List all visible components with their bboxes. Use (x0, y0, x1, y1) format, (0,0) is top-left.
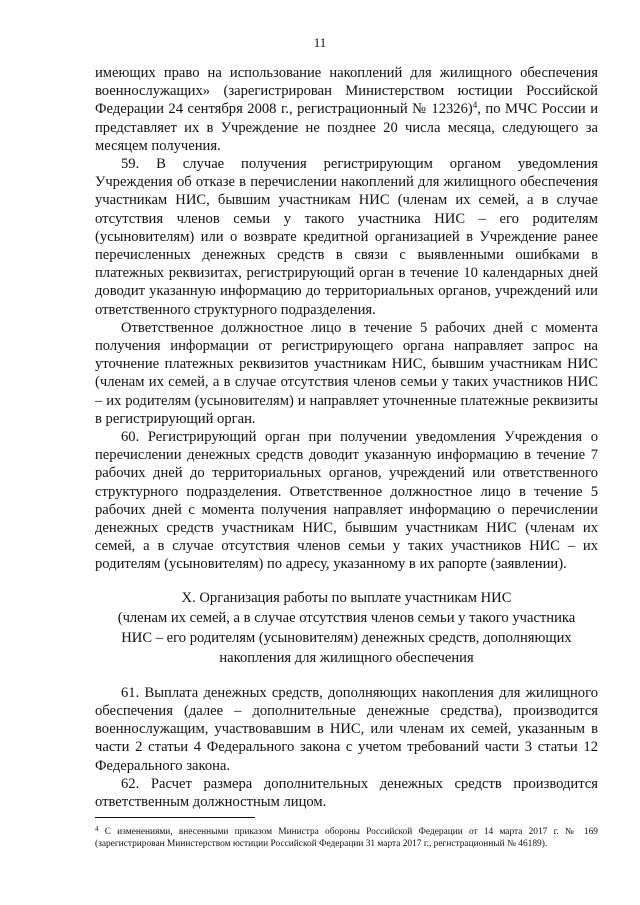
paragraph-62: 62. Расчет размера дополнительных денежных средств производится ответственным должностным лицом. (95, 775, 598, 810)
continuation-paragraph (95, 64, 598, 155)
paragraph-60: 60. Регистрирующий орган при получении уведомления Учреждения о перечислении денежных средств доводит указанную информацию в течение 7 рабочих дней до территориальных органов, учреждений или ответственного структурного подразделения. Ответственное должностное лицо в течение 5 рабочих дней с момента получения направляет информацию о перечислении денежных средств участникам НИС, бывшим участникам НИС (членам их семей, а в случае отсутствия членов семьи у таких участников НИС – их родителям (усыновителям) по адресу, указанному в их рапорте (заявлении). (95, 429, 598, 573)
footnote-reference: 4 (472, 100, 478, 111)
footnote-divider (95, 817, 255, 818)
page-number: 11 (313, 35, 327, 50)
paragraph-59: 59. В случае получения регистрирующим органом уведомления Учреждения об отказе в перечислении накоплений для жилищного обеспечения участникам НИС, бывшим участникам НИС (членам их семей, а в случае отсутствия членов семьи у такого участника НИС – его родителям (усыновителям) или о возврате кредитной организацией в Учреждение ранее перечисленных денежных средств в связи с выявленными ошибками в платежных реквизитах, регистрирующий орган в течение 10 календарных дней доводит указанную информацию до территориальных органов, учреждений или ответственного структурного подразделения. (95, 156, 598, 318)
paragraph-61: 61. Выплата денежных средств, дополняющих накопления для жилищного обеспечения (далее – дополнительные денежные средства), производится военнослужащим, участвовавшим в НИС, или членам их семей, указанным в части 2 статьи 4 Федерального закона с учетом требований части 3 статьи 12 Федерального закона. (95, 684, 598, 774)
section-heading-line-1: X. Организация работы по выплате участникам НИС (181, 589, 512, 606)
document-body (95, 64, 598, 811)
footnote (95, 826, 598, 851)
footnote-text: С изменениями, внесенными приказом Министра обороны Российской Федерации от 14 марта 2017 г. № 169 (зарегистрирован Министерством юстиции Российской Федерации 31 марта 2017 г., регистрационный № 46189). (95, 827, 598, 850)
section-heading-line-3: НИС – его родителям (усыновителям) денежных средств, дополняющих (121, 629, 572, 646)
footnote-mark: 4 (95, 825, 99, 833)
section-heading-line-2: (членам их семей, а в случае отсутствия членов семьи у такого участника (117, 609, 576, 626)
continuation-text-2: , по МЧС России и представляет их в Учреждение не позднее 20 числа месяца, следующего за месяцем получения. (95, 101, 599, 154)
section-heading-line-4: накопления для жилищного обеспечения (219, 649, 474, 666)
continuation-text: имеющих право на использование накоплений для жилищного обеспечения военнослужащих» (зарегистрирован Министерством юстиции Российской Федерации 24 сентября 2008 г., регистрационный № 12326) (95, 65, 598, 118)
paragraph-59-second: Ответственное должностное лицо в течение 5 рабочих дней с момента получения информации от регистрирующего органа направляет запрос на уточнение платежных реквизитов участникам НИС, бывшим участникам НИС (членам их семей, а в случае отсутствия членов семьи у таких участников НИС – их родителям (усыновителям) и направляет уточненные платежные реквизиты в регистрирующий орган. (95, 319, 598, 427)
section-heading (95, 588, 598, 668)
